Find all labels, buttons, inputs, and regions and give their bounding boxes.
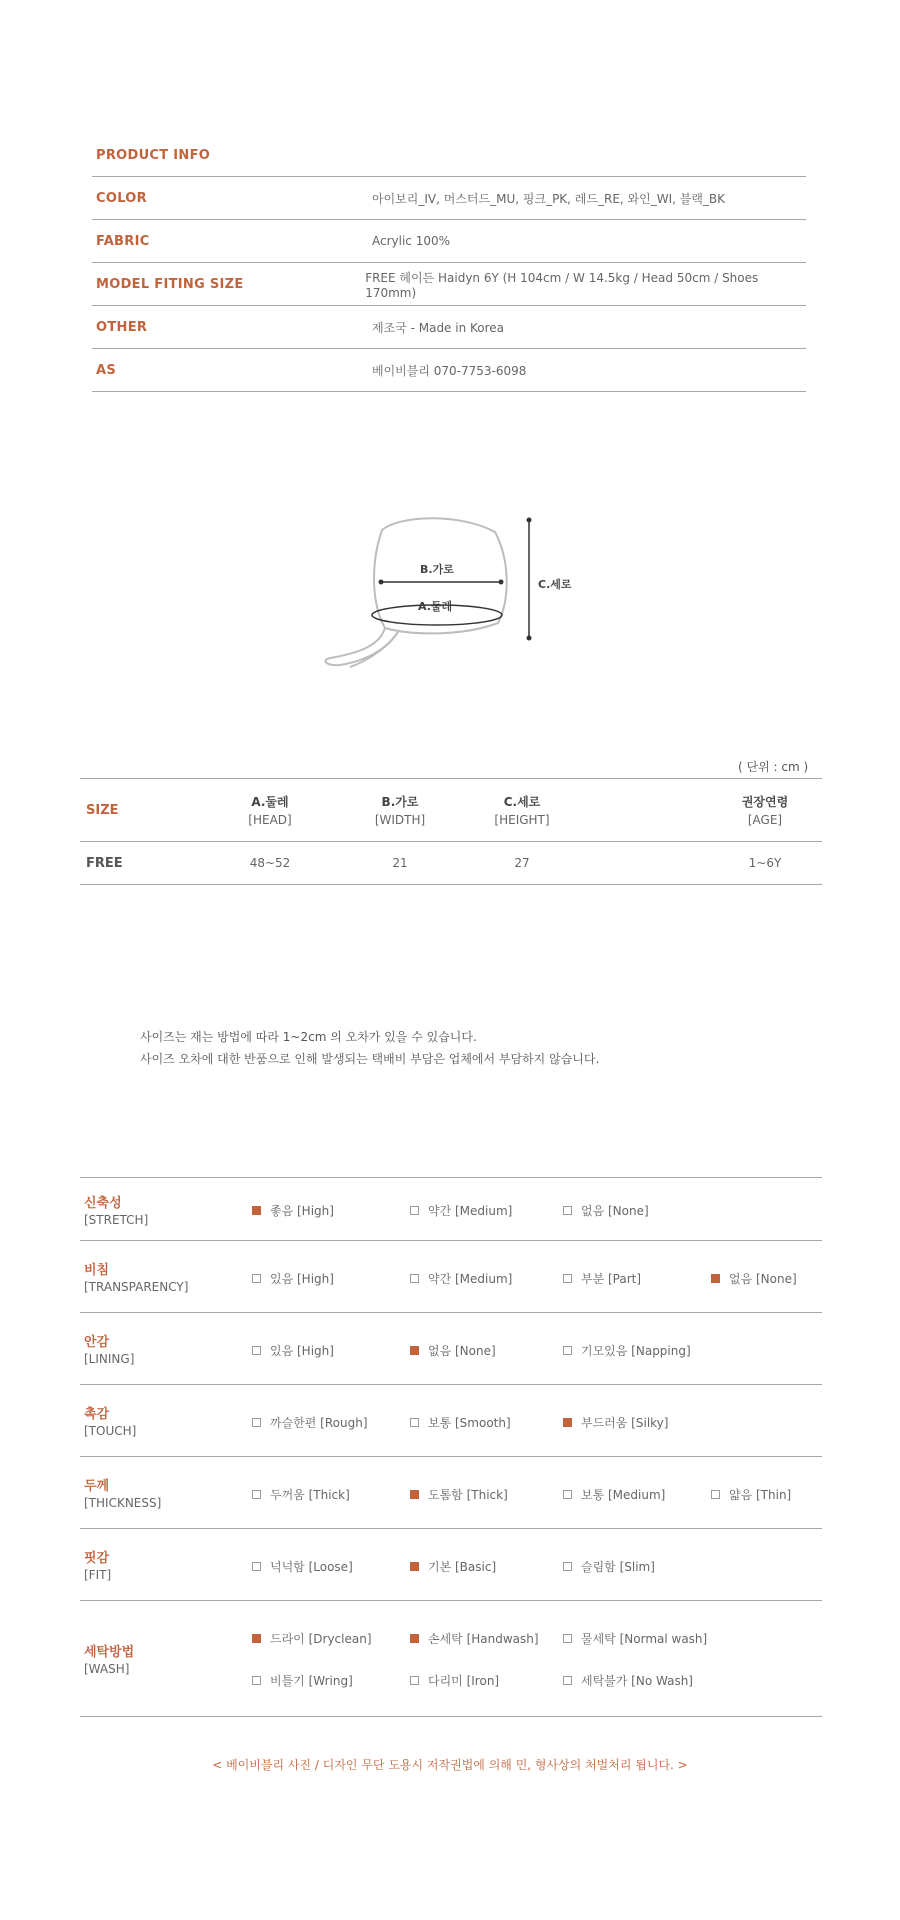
- hat-measurement-diagram: [310, 505, 590, 685]
- info-row-color: [92, 177, 806, 220]
- value-circumference: 48~52: [249, 856, 291, 870]
- attr-title: 안감: [84, 1335, 110, 1350]
- option-label: 기모있음 [Napping]: [581, 1344, 691, 1358]
- option: [410, 1672, 499, 1689]
- attr-subtitle: [FIT]: [84, 1568, 112, 1582]
- unchecked-box-icon: [252, 1676, 261, 1685]
- info-row-model-size: [92, 263, 806, 306]
- attr-name: [84, 1601, 134, 1716]
- option: [252, 1558, 353, 1575]
- unit-label: ( 단위 : cm ): [738, 760, 809, 774]
- note-line: 사이즈 오차에 대한 반품으로 인해 발생되는 택배비 부담은 업체에서 부담하지 않습니다.: [140, 1052, 600, 1066]
- option-label: 손세탁 [Handwash]: [428, 1632, 539, 1646]
- size-table-header: [80, 779, 822, 842]
- option-label: 슬림함 [Slim]: [581, 1560, 655, 1574]
- option: [252, 1342, 334, 1359]
- option-label: 없음 [None]: [729, 1272, 797, 1286]
- attr-title: 촉감: [84, 1407, 110, 1422]
- info-label: AS: [96, 362, 117, 378]
- checked-box-icon: [252, 1634, 261, 1643]
- option-label: 있음 [High]: [270, 1272, 334, 1286]
- column-subtitle: [HEAD]: [248, 813, 292, 827]
- option: [410, 1630, 539, 1647]
- unchecked-box-icon: [252, 1346, 261, 1355]
- column-head-circumference: [220, 779, 320, 841]
- size-table: [80, 778, 822, 885]
- unchecked-box-icon: [563, 1562, 572, 1571]
- unchecked-box-icon: [410, 1206, 419, 1215]
- option-label: 좋음 [High]: [270, 1204, 334, 1218]
- option: [252, 1630, 372, 1647]
- option: [252, 1270, 334, 1287]
- column-head-height: [472, 779, 572, 841]
- info-value: FREE 헤이든 Haidyn 6Y (H 104cm / W 14.5kg / Head 50cm / Shoes 170mm): [365, 270, 759, 300]
- option: [563, 1202, 649, 1219]
- hat-outline: [325, 518, 506, 667]
- attr-title: 세탁방법: [84, 1645, 135, 1660]
- unchecked-box-icon: [563, 1676, 572, 1685]
- option-label: 약간 [Medium]: [428, 1204, 513, 1218]
- size-header-label: SIZE: [86, 802, 119, 818]
- option-label: 드라이 [Dryclean]: [270, 1632, 372, 1646]
- attr-title: 두께: [84, 1479, 110, 1494]
- value-width: 21: [392, 856, 408, 870]
- unchecked-box-icon: [563, 1274, 572, 1283]
- option-label: 보통 [Smooth]: [428, 1416, 511, 1430]
- option: [410, 1342, 496, 1359]
- copyright-notice: < 베이비블리 사진 / 디자인 무단 도용시 저작권법에 의해 민, 형사상의 처벌처리 됩니다. >: [212, 1758, 688, 1772]
- option-label: 없음 [None]: [581, 1204, 649, 1218]
- column-title: C.세로: [503, 795, 541, 809]
- label-width: B.가로: [420, 563, 454, 576]
- option: [563, 1486, 665, 1503]
- attr-name: [84, 1385, 136, 1456]
- attr-subtitle: [STRETCH]: [84, 1212, 149, 1227]
- column-subtitle: [HEIGHT]: [494, 813, 550, 827]
- product-info-table: [92, 136, 806, 392]
- option: [563, 1630, 707, 1647]
- width-dot-right: [499, 580, 504, 585]
- info-row-other: [92, 306, 806, 349]
- size-row-free: [80, 842, 822, 884]
- attr-name: [84, 1241, 188, 1312]
- option-label: 세탁불가 [No Wash]: [581, 1674, 693, 1688]
- size-notes: [140, 1026, 599, 1070]
- attr-name: [84, 1178, 148, 1240]
- unchecked-box-icon: [563, 1206, 572, 1215]
- unchecked-box-icon: [252, 1418, 261, 1427]
- option: [410, 1414, 511, 1431]
- option: [711, 1270, 797, 1287]
- checked-box-icon: [410, 1490, 419, 1499]
- info-value: Acrylic 100%: [372, 234, 451, 248]
- checked-box-icon: [711, 1274, 720, 1283]
- attr-row-fit: [80, 1529, 822, 1601]
- option-label: 도톰함 [Thick]: [428, 1488, 508, 1502]
- attr-name: [84, 1313, 134, 1384]
- option: [252, 1672, 353, 1689]
- unchecked-box-icon: [563, 1634, 572, 1643]
- unchecked-box-icon: [252, 1274, 261, 1283]
- option-label: 부분 [Part]: [581, 1272, 642, 1286]
- unchecked-box-icon: [563, 1490, 572, 1499]
- attr-row-touch: [80, 1385, 822, 1457]
- option-label: 얇음 [Thin]: [729, 1488, 792, 1502]
- info-row-fabric: [92, 220, 806, 263]
- column-title: B.가로: [381, 795, 419, 809]
- attr-subtitle: [WASH]: [84, 1662, 130, 1676]
- attr-row-wash: [80, 1601, 822, 1717]
- checked-box-icon: [410, 1346, 419, 1355]
- column-subtitle: [AGE]: [747, 813, 783, 827]
- attr-name: [84, 1529, 111, 1600]
- option-label: 있음 [High]: [270, 1344, 334, 1358]
- info-value: 베이비블리 070-7753-6098: [372, 363, 527, 378]
- option-label: 기본 [Basic]: [428, 1560, 497, 1574]
- attr-subtitle: [LINING]: [84, 1352, 135, 1366]
- note-line: 사이즈는 재는 방법에 따라 1~2cm 의 오차가 있을 수 있습니다.: [140, 1030, 477, 1044]
- option-label: 약간 [Medium]: [428, 1272, 513, 1286]
- option: [410, 1270, 512, 1287]
- option: [563, 1558, 655, 1575]
- unchecked-box-icon: [563, 1346, 572, 1355]
- option: [252, 1202, 334, 1219]
- attr-row-thickness: [80, 1457, 822, 1529]
- option-label: 다리미 [Iron]: [428, 1674, 500, 1688]
- option: [563, 1672, 693, 1689]
- unchecked-box-icon: [410, 1676, 419, 1685]
- attr-row-transparency: [80, 1241, 822, 1313]
- option-label: 비틀기 [Wring]: [270, 1674, 353, 1688]
- info-label: FABRIC: [96, 233, 150, 249]
- checked-box-icon: [252, 1206, 261, 1215]
- unchecked-box-icon: [410, 1274, 419, 1283]
- option-label: 보통 [Medium]: [581, 1488, 666, 1502]
- height-dot-bottom: [527, 636, 532, 641]
- info-row-as: [92, 349, 806, 392]
- column-head-width: [350, 779, 450, 841]
- label-circumference: A.둘레: [418, 600, 453, 613]
- value-age: 1~6Y: [748, 856, 782, 870]
- option-label: 없음 [None]: [428, 1344, 496, 1358]
- size-name: FREE: [86, 855, 123, 871]
- option: [252, 1414, 368, 1431]
- checked-box-icon: [410, 1634, 419, 1643]
- attr-subtitle: [THICKNESS]: [84, 1496, 162, 1510]
- info-value: 제조국 - Made in Korea: [372, 320, 505, 335]
- option: [563, 1270, 641, 1287]
- option: [252, 1486, 350, 1503]
- column-title: 권장연령: [741, 795, 789, 809]
- option-label: 넉넉함 [Loose]: [270, 1560, 353, 1574]
- label-height: C.세로: [538, 578, 572, 591]
- width-dot-left: [379, 580, 384, 585]
- checked-box-icon: [563, 1418, 572, 1427]
- attr-row-lining: [80, 1313, 822, 1385]
- option-label: 까슬한편 [Rough]: [270, 1416, 368, 1430]
- column-head-age: [725, 779, 805, 841]
- info-value: 아이보리_IV, 머스터드_MU, 핑크_PK, 레드_RE, 와인_WI, 블랙_BK: [372, 191, 726, 206]
- attr-title: 핏감: [84, 1551, 110, 1566]
- option: [563, 1342, 691, 1359]
- option: [711, 1486, 791, 1503]
- option-label: 부드러움 [Silky]: [581, 1416, 669, 1430]
- column-subtitle: [WIDTH]: [374, 813, 426, 827]
- attr-title: 비침: [84, 1263, 110, 1278]
- unchecked-box-icon: [252, 1562, 261, 1571]
- option: [410, 1202, 512, 1219]
- value-height: 27: [514, 856, 530, 870]
- product-info-title: PRODUCT INFO: [92, 136, 806, 177]
- unchecked-box-icon: [711, 1490, 720, 1499]
- attr-name: [84, 1457, 161, 1528]
- column-title: A.둘레: [251, 795, 289, 809]
- option: [410, 1558, 496, 1575]
- option-label: 두꺼움 [Thick]: [270, 1488, 350, 1502]
- option: [410, 1486, 508, 1503]
- height-dot-top: [527, 518, 532, 523]
- attr-row-stretch: [80, 1178, 822, 1241]
- info-label: MODEL FITING SIZE: [96, 276, 244, 292]
- unchecked-box-icon: [410, 1418, 419, 1427]
- attr-title: 신축성: [84, 1195, 122, 1211]
- option: [563, 1414, 668, 1431]
- checked-box-icon: [410, 1562, 419, 1571]
- unchecked-box-icon: [252, 1490, 261, 1499]
- info-label: OTHER: [96, 319, 148, 335]
- attribute-table: [80, 1177, 822, 1717]
- attr-subtitle: [TOUCH]: [84, 1424, 137, 1438]
- attr-subtitle: [TRANSPARENCY]: [84, 1280, 189, 1294]
- option-label: 물세탁 [Normal wash]: [581, 1632, 708, 1646]
- info-label: COLOR: [96, 190, 147, 206]
